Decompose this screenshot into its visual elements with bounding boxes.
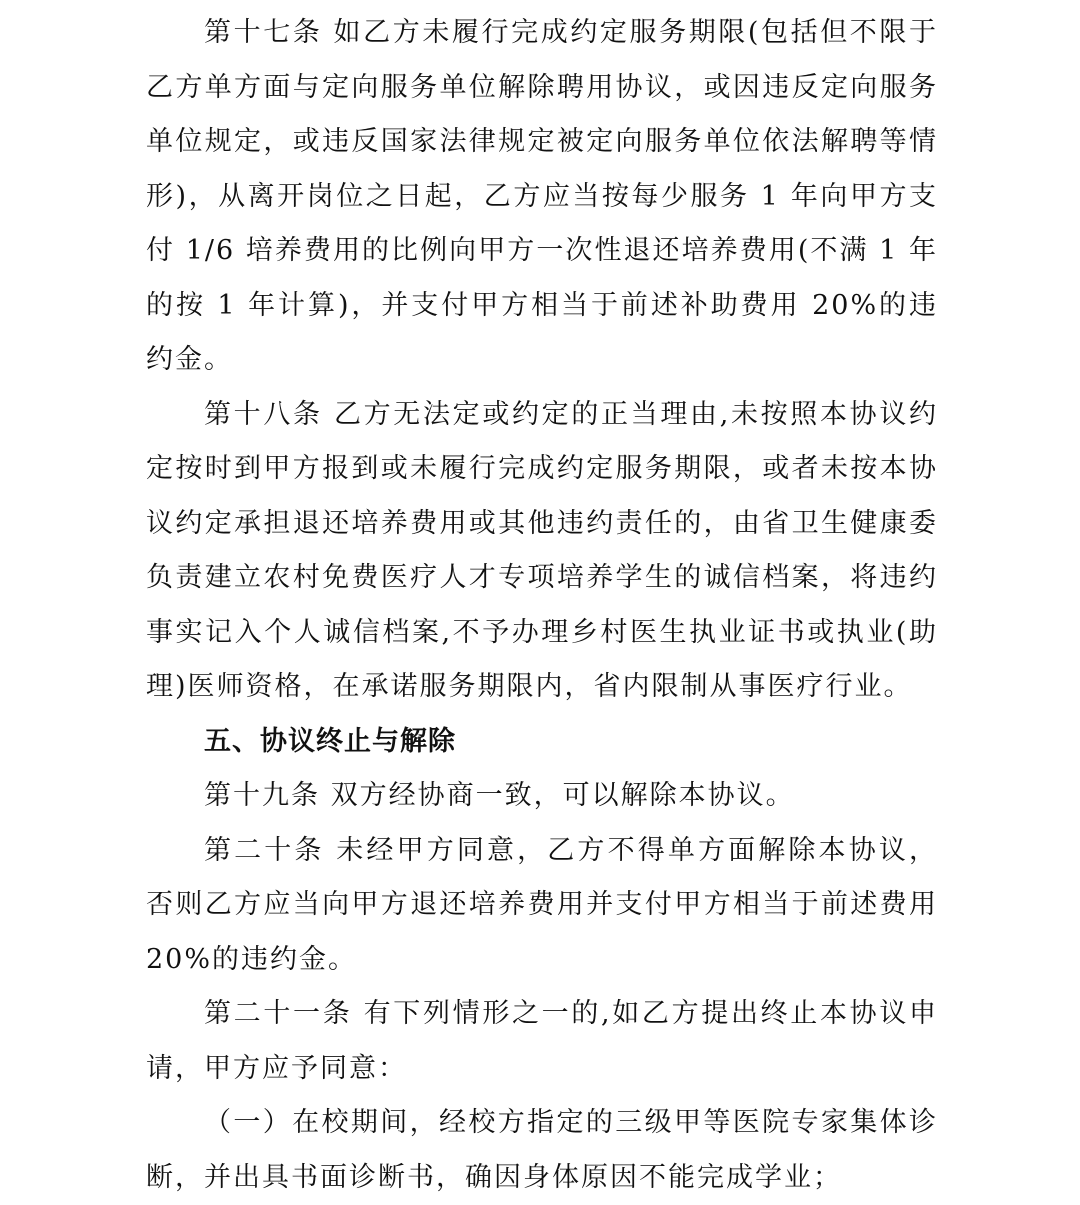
document-body xyxy=(146,6,938,1205)
section-heading: 五、协议终止与解除 xyxy=(204,725,456,757)
article-21-item-1: （一）在校期间，经校方指定的三级甲等医院专家集体诊断，并出具书面诊断书，确因身体原因不能完成学业； xyxy=(146,1107,938,1193)
article-18: 第十八条 乙方无法定或约定的正当理由,未按照本协议约定按时到甲方报到或未履行完成约定服务期限，或者未按本协议约定承担退还培养费用或其他违约责任的，由省卫生健康委负责建立农村免费医疗人才专项培养学生的诚信档案，将违约事实记入个人诚信档案,不予办理乡村医生执业证书或执业(助理)医师资格，在承诺服务期限内，省内限制从事医疗行业。 xyxy=(146,398,938,702)
article-20: 第二十条 未经甲方同意，乙方不得单方面解除本协议，否则乙方应当向甲方退还培养费用并支付甲方相当于前述费用 20%的违约金。 xyxy=(146,834,938,975)
article-19: 第十九条 双方经协商一致，可以解除本协议。 xyxy=(204,780,795,811)
article-21: 第二十一条 有下列情形之一的,如乙方提出终止本协议申请，甲方应予同意： xyxy=(146,998,938,1084)
article-17: 第十七条 如乙方未履行完成约定服务期限(包括但不限于乙方单方面与定向服务单位解除聘用协议，或因违反定向服务单位规定，或违反国家法律规定被定向服务单位依法解聘等情形)，从离开岗位之日起，乙方应当按每少服务 1 年向甲方支付 1/6 培养费用的比例向甲方一次性退还培养费用(不满 1 年的按 1 年计算)，并支付甲方相当于前述补助费用 20%的违约金。 xyxy=(146,17,938,375)
